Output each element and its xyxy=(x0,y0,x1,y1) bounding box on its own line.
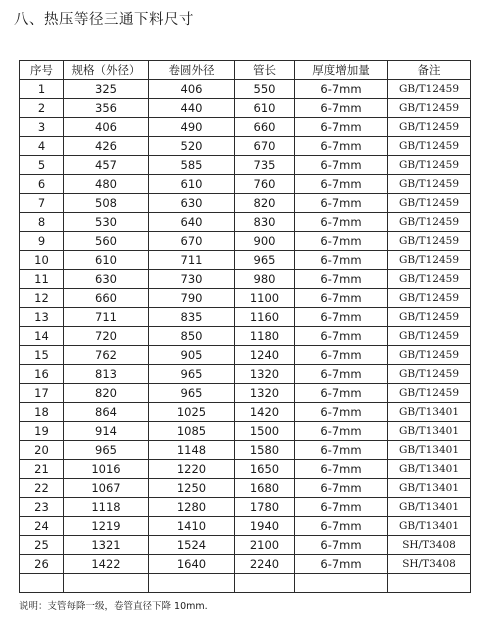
cell-thickness-increase: 6-7mm xyxy=(295,498,388,517)
cell-index: 16 xyxy=(20,365,64,384)
cell-index xyxy=(20,574,64,593)
cell-rolled-diameter: 1410 xyxy=(149,517,235,536)
cell-remarks: GB/T12459 xyxy=(388,346,471,365)
cell-remarks: GB/T13401 xyxy=(388,517,471,536)
cell-thickness-increase: 6-7mm xyxy=(295,327,388,346)
cell-index: 10 xyxy=(20,251,64,270)
cell-pipe-length xyxy=(235,574,295,593)
cell-spec: 480 xyxy=(64,175,149,194)
cell-pipe-length: 1240 xyxy=(235,346,295,365)
cell-spec: 610 xyxy=(64,251,149,270)
cell-pipe-length: 610 xyxy=(235,99,295,118)
cell-spec: 1321 xyxy=(64,536,149,555)
cell-pipe-length: 1500 xyxy=(235,422,295,441)
table-row xyxy=(20,574,471,593)
cell-rolled-diameter: 905 xyxy=(149,346,235,365)
cell-spec: 813 xyxy=(64,365,149,384)
cell-pipe-length: 670 xyxy=(235,137,295,156)
cell-remarks: GB/T12459 xyxy=(388,308,471,327)
table-row xyxy=(20,498,471,517)
cell-pipe-length: 1780 xyxy=(235,498,295,517)
cell-thickness-increase: 6-7mm xyxy=(295,251,388,270)
cell-spec xyxy=(64,574,149,593)
cell-rolled-diameter: 406 xyxy=(149,80,235,99)
cell-remarks: GB/T12459 xyxy=(388,232,471,251)
cell-spec: 457 xyxy=(64,156,149,175)
cell-remarks xyxy=(388,574,471,593)
cell-pipe-length: 1100 xyxy=(235,289,295,308)
cell-spec: 965 xyxy=(64,441,149,460)
cell-remarks: GB/T12459 xyxy=(388,365,471,384)
cell-rolled-diameter: 1280 xyxy=(149,498,235,517)
cell-rolled-diameter: 1250 xyxy=(149,479,235,498)
cell-thickness-increase: 6-7mm xyxy=(295,479,388,498)
cell-index: 2 xyxy=(20,99,64,118)
cell-rolled-diameter: 610 xyxy=(149,175,235,194)
table-row xyxy=(20,346,471,365)
cell-rolled-diameter: 670 xyxy=(149,232,235,251)
cell-spec: 1219 xyxy=(64,517,149,536)
cell-remarks: GB/T12459 xyxy=(388,289,471,308)
header-spec: 规格（外径） xyxy=(64,61,149,80)
cell-rolled-diameter: 790 xyxy=(149,289,235,308)
cell-index: 5 xyxy=(20,156,64,175)
cell-remarks: GB/T12459 xyxy=(388,384,471,403)
cell-index: 7 xyxy=(20,194,64,213)
cell-remarks: GB/T13401 xyxy=(388,403,471,422)
cell-thickness-increase: 6-7mm xyxy=(295,270,388,289)
cell-thickness-increase: 6-7mm xyxy=(295,289,388,308)
table-row xyxy=(20,555,471,574)
cell-remarks: GB/T12459 xyxy=(388,99,471,118)
cell-spec: 560 xyxy=(64,232,149,251)
cell-spec: 356 xyxy=(64,99,149,118)
cell-index: 24 xyxy=(20,517,64,536)
table-row xyxy=(20,156,471,175)
cell-thickness-increase: 6-7mm xyxy=(295,232,388,251)
table-row xyxy=(20,251,471,270)
cell-index: 13 xyxy=(20,308,64,327)
cell-remarks: GB/T12459 xyxy=(388,251,471,270)
header-remarks: 备注 xyxy=(388,61,471,80)
cell-spec: 914 xyxy=(64,422,149,441)
table-row xyxy=(20,517,471,536)
cell-thickness-increase: 6-7mm xyxy=(295,403,388,422)
cell-index: 15 xyxy=(20,346,64,365)
cell-rolled-diameter: 585 xyxy=(149,156,235,175)
cell-spec: 864 xyxy=(64,403,149,422)
cell-thickness-increase xyxy=(295,574,388,593)
cell-pipe-length: 1320 xyxy=(235,365,295,384)
cell-spec: 762 xyxy=(64,346,149,365)
cell-thickness-increase: 6-7mm xyxy=(295,441,388,460)
cell-index: 12 xyxy=(20,289,64,308)
cell-rolled-diameter: 711 xyxy=(149,251,235,270)
cell-rolled-diameter: 520 xyxy=(149,137,235,156)
cell-rolled-diameter: 850 xyxy=(149,327,235,346)
cell-pipe-length: 1180 xyxy=(235,327,295,346)
cell-rolled-diameter: 1220 xyxy=(149,460,235,479)
cell-remarks: GB/T13401 xyxy=(388,498,471,517)
cell-thickness-increase: 6-7mm xyxy=(295,365,388,384)
cell-pipe-length: 760 xyxy=(235,175,295,194)
cell-remarks: GB/T12459 xyxy=(388,156,471,175)
cell-pipe-length: 1940 xyxy=(235,517,295,536)
table-row xyxy=(20,213,471,232)
cell-thickness-increase: 6-7mm xyxy=(295,422,388,441)
table-header-row xyxy=(20,61,471,80)
cell-pipe-length: 1580 xyxy=(235,441,295,460)
cell-pipe-length: 900 xyxy=(235,232,295,251)
cell-pipe-length: 1420 xyxy=(235,403,295,422)
cell-thickness-increase: 6-7mm xyxy=(295,517,388,536)
cell-remarks: GB/T12459 xyxy=(388,327,471,346)
cell-spec: 325 xyxy=(64,80,149,99)
cell-rolled-diameter: 965 xyxy=(149,365,235,384)
cell-spec: 1118 xyxy=(64,498,149,517)
cell-spec: 820 xyxy=(64,384,149,403)
table-row xyxy=(20,232,471,251)
header-index: 序号 xyxy=(20,61,64,80)
cell-index: 17 xyxy=(20,384,64,403)
cell-thickness-increase: 6-7mm xyxy=(295,555,388,574)
cell-thickness-increase: 6-7mm xyxy=(295,460,388,479)
cell-pipe-length: 820 xyxy=(235,194,295,213)
cell-index: 8 xyxy=(20,213,64,232)
cell-spec: 1016 xyxy=(64,460,149,479)
cell-thickness-increase: 6-7mm xyxy=(295,137,388,156)
table-row xyxy=(20,80,471,99)
header-thickness-increase: 厚度增加量 xyxy=(295,61,388,80)
cell-thickness-increase: 6-7mm xyxy=(295,156,388,175)
table-row xyxy=(20,384,471,403)
table-row xyxy=(20,289,471,308)
cell-thickness-increase: 6-7mm xyxy=(295,384,388,403)
table-row xyxy=(20,460,471,479)
cell-pipe-length: 1160 xyxy=(235,308,295,327)
cell-spec: 508 xyxy=(64,194,149,213)
cell-thickness-increase: 6-7mm xyxy=(295,213,388,232)
cell-rolled-diameter: 1085 xyxy=(149,422,235,441)
cell-remarks: GB/T12459 xyxy=(388,213,471,232)
footnote: 说明：支管每降一级，卷管直径下降 10mm. xyxy=(19,601,208,612)
table-row xyxy=(20,479,471,498)
table-row xyxy=(20,118,471,137)
cell-spec: 720 xyxy=(64,327,149,346)
cell-spec: 1422 xyxy=(64,555,149,574)
cell-remarks: GB/T12459 xyxy=(388,270,471,289)
cell-pipe-length: 980 xyxy=(235,270,295,289)
table-row xyxy=(20,270,471,289)
cell-rolled-diameter: 1148 xyxy=(149,441,235,460)
cell-thickness-increase: 6-7mm xyxy=(295,118,388,137)
cell-remarks: GB/T13401 xyxy=(388,460,471,479)
cell-pipe-length: 830 xyxy=(235,213,295,232)
cell-remarks: GB/T13401 xyxy=(388,479,471,498)
cell-remarks: SH/T3408 xyxy=(388,536,471,555)
cell-index: 20 xyxy=(20,441,64,460)
header-rolled-diameter: 卷圆外径 xyxy=(149,61,235,80)
cell-rolled-diameter: 1025 xyxy=(149,403,235,422)
cell-remarks: GB/T13401 xyxy=(388,422,471,441)
table-row xyxy=(20,422,471,441)
cell-rolled-diameter: 1524 xyxy=(149,536,235,555)
cell-thickness-increase: 6-7mm xyxy=(295,175,388,194)
table-row xyxy=(20,194,471,213)
cell-rolled-diameter: 730 xyxy=(149,270,235,289)
cell-spec: 630 xyxy=(64,270,149,289)
table-row xyxy=(20,403,471,422)
cell-index: 18 xyxy=(20,403,64,422)
cell-remarks: GB/T12459 xyxy=(388,175,471,194)
header-pipe-length: 管长 xyxy=(235,61,295,80)
table-row xyxy=(20,441,471,460)
cell-thickness-increase: 6-7mm xyxy=(295,194,388,213)
cell-index: 14 xyxy=(20,327,64,346)
cell-rolled-diameter xyxy=(149,574,235,593)
cell-remarks: GB/T12459 xyxy=(388,137,471,156)
cell-pipe-length: 2100 xyxy=(235,536,295,555)
table-row xyxy=(20,365,471,384)
cell-rolled-diameter: 490 xyxy=(149,118,235,137)
cell-spec: 530 xyxy=(64,213,149,232)
cell-spec: 660 xyxy=(64,289,149,308)
cell-pipe-length: 1680 xyxy=(235,479,295,498)
cell-index: 6 xyxy=(20,175,64,194)
page-title: 八、热压等径三通下料尺寸 xyxy=(14,12,194,28)
cell-index: 21 xyxy=(20,460,64,479)
cell-thickness-increase: 6-7mm xyxy=(295,308,388,327)
cell-spec: 406 xyxy=(64,118,149,137)
cell-index: 4 xyxy=(20,137,64,156)
cell-rolled-diameter: 835 xyxy=(149,308,235,327)
table-row xyxy=(20,536,471,555)
cell-index: 25 xyxy=(20,536,64,555)
cell-rolled-diameter: 640 xyxy=(149,213,235,232)
cell-index: 3 xyxy=(20,118,64,137)
cell-pipe-length: 2240 xyxy=(235,555,295,574)
cell-spec: 711 xyxy=(64,308,149,327)
cell-thickness-increase: 6-7mm xyxy=(295,536,388,555)
cell-spec: 1067 xyxy=(64,479,149,498)
table-row xyxy=(20,175,471,194)
table-row xyxy=(20,308,471,327)
cell-index: 19 xyxy=(20,422,64,441)
cell-rolled-diameter: 440 xyxy=(149,99,235,118)
cell-remarks: GB/T13401 xyxy=(388,441,471,460)
cell-remarks: GB/T12459 xyxy=(388,118,471,137)
cell-index: 9 xyxy=(20,232,64,251)
cell-index: 11 xyxy=(20,270,64,289)
cell-index: 22 xyxy=(20,479,64,498)
cell-thickness-increase: 6-7mm xyxy=(295,346,388,365)
cell-index: 26 xyxy=(20,555,64,574)
cell-pipe-length: 965 xyxy=(235,251,295,270)
cell-rolled-diameter: 630 xyxy=(149,194,235,213)
cell-pipe-length: 660 xyxy=(235,118,295,137)
table-row xyxy=(20,327,471,346)
spec-table xyxy=(19,60,471,593)
table-row xyxy=(20,99,471,118)
cell-pipe-length: 1320 xyxy=(235,384,295,403)
cell-remarks: GB/T12459 xyxy=(388,194,471,213)
cell-rolled-diameter: 965 xyxy=(149,384,235,403)
cell-pipe-length: 550 xyxy=(235,80,295,99)
cell-rolled-diameter: 1640 xyxy=(149,555,235,574)
cell-spec: 426 xyxy=(64,137,149,156)
cell-pipe-length: 735 xyxy=(235,156,295,175)
cell-index: 1 xyxy=(20,80,64,99)
cell-thickness-increase: 6-7mm xyxy=(295,80,388,99)
cell-remarks: GB/T12459 xyxy=(388,80,471,99)
cell-thickness-increase: 6-7mm xyxy=(295,99,388,118)
cell-remarks: SH/T3408 xyxy=(388,555,471,574)
table-row xyxy=(20,137,471,156)
cell-pipe-length: 1650 xyxy=(235,460,295,479)
cell-index: 23 xyxy=(20,498,64,517)
